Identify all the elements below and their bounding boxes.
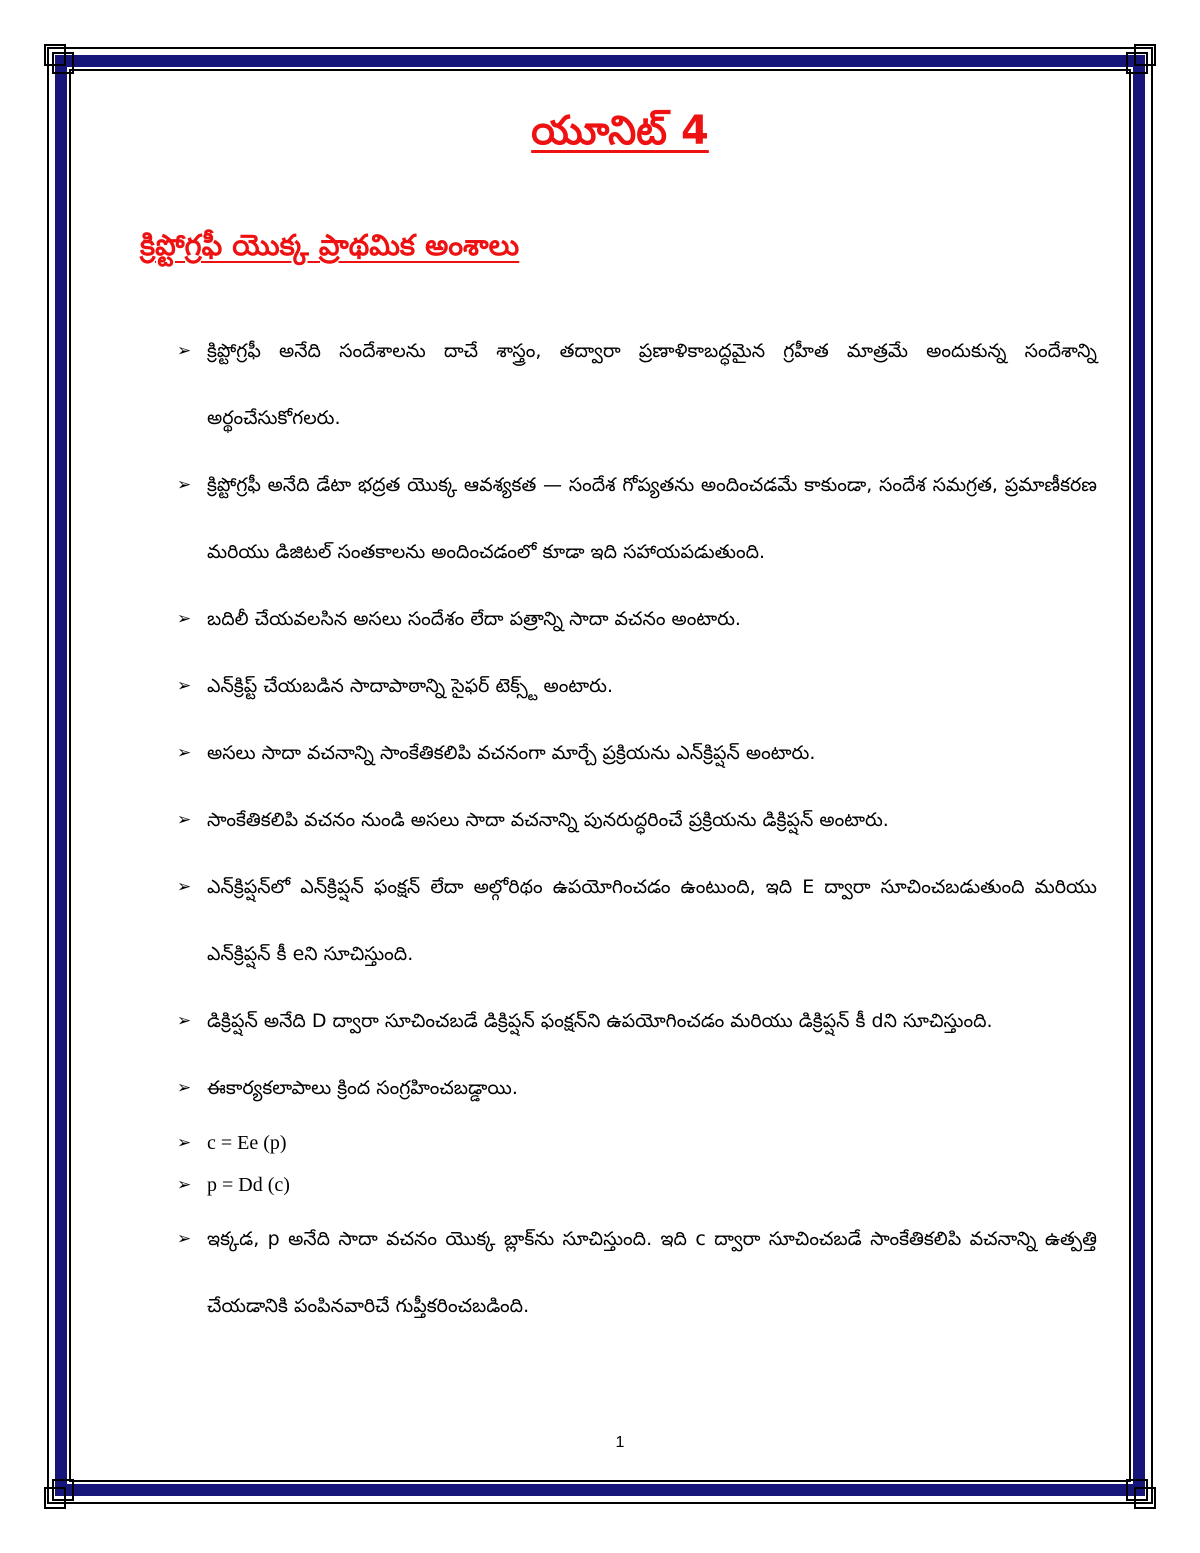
- list-item: [177, 452, 1097, 586]
- list-item-text: క్రిప్టోగ్రఫీ అనేది సందేశాలను దాచే శాస్త్రం, తద్వారా ప్రణాళికాబద్ధమైన గ్రహీత మాత్రమే అందుకున్న సందేశాన్ని అర్థంచేసుకోగలరు.: [207, 340, 1097, 429]
- border-corner-ornament: [44, 44, 74, 74]
- formula-item: [177, 1122, 1097, 1164]
- arrow-bullet-icon: ➢: [177, 1133, 192, 1152]
- arrow-bullet-icon: ➢: [177, 877, 192, 897]
- arrow-bullet-icon: ➢: [177, 609, 192, 629]
- unit-title: యూనిట్ 4: [531, 108, 709, 154]
- arrow-bullet-icon: ➢: [177, 676, 192, 696]
- list-item-text: ఎన్‌క్రిప్షన్‌లో ఎన్‌క్రిప్షన్ ఫంక్షన్ లేదా అల్గోరిథం ఉపయోగించడం ఉంటుంది, ఇది E ద్వారా సూచించబడుతుంది మరియు ఎన్‌క్రిప్షన్ కీ eని సూచిస్తుంది.: [207, 876, 1097, 965]
- border-corner-ornament: [44, 1479, 74, 1509]
- list-item: [177, 988, 1097, 1055]
- arrow-bullet-icon: ➢: [177, 810, 192, 830]
- list-item: [177, 720, 1097, 787]
- list-item: [177, 586, 1097, 653]
- formula-item: [177, 1164, 1097, 1206]
- arrow-bullet-icon: ➢: [177, 1078, 192, 1098]
- list-item: [177, 653, 1097, 720]
- decryption-formula: p = Dd (c): [207, 1174, 290, 1196]
- list-item: [177, 318, 1097, 452]
- arrow-bullet-icon: ➢: [177, 1175, 192, 1194]
- arrow-bullet-icon: ➢: [177, 1011, 192, 1031]
- list-item: [177, 1206, 1097, 1340]
- list-item: [177, 1055, 1097, 1122]
- arrow-bullet-icon: ➢: [177, 341, 192, 361]
- list-item-text: ఎన్‌క్రిప్ట్ చేయబడిన సాదాపాఠాన్ని సైఫర్ టెక్స్ట్ అంటారు.: [207, 675, 614, 697]
- arrow-bullet-icon: ➢: [177, 743, 192, 763]
- border-corner-ornament: [1126, 44, 1156, 74]
- page-number: 1: [615, 1434, 625, 1451]
- list-item-text: సాంకేతికలిపి వచనం నుండి అసలు సాదా వచనాన్ని పునరుద్ధరించే ప్రక్రియను డిక్రిప్షన్ అంటారు.: [207, 809, 889, 831]
- list-item-text: డిక్రిప్షన్ అనేది D ద్వారా సూచించబడే డిక్రిప్షన్ ఫంక్షన్‌ని ఉపయోగించడం మరియు డిక్రిప్షన్ కీ dని సూచిస్తుంది.: [207, 1010, 993, 1032]
- bullet-list: [177, 318, 1097, 1340]
- border-corner-ornament: [1126, 1479, 1156, 1509]
- list-item-text: అసలు సాదా వచనాన్ని సాంకేతికలిపి వచనంగా మార్చే ప్రక్రియను ఎన్‌క్రిప్షన్ అంటారు.: [207, 742, 816, 764]
- list-item-text: ఈకార్యకలాపాలు క్రింద సంగ్రహించబడ్డాయి.: [207, 1077, 518, 1099]
- list-item-text: బదిలీ చేయవలసిన అసలు సందేశం లేదా పత్రాన్ని సాదా వచనం అంటారు.: [207, 608, 741, 630]
- list-item: [177, 787, 1097, 854]
- arrow-bullet-icon: ➢: [177, 1229, 192, 1249]
- encryption-formula: c = Ee (p): [207, 1132, 287, 1154]
- list-item-text: క్రిప్టోగ్రఫీ అనేది డేటా భద్రత యొక్క ఆవశ్యకత — సందేశ గోప్యతను అందించడమే కాకుండా, సందేశ సమగ్రత, ప్రమాణీకరణ మరియు డిజిటల్ సంతకాలను అందించడంలో కూడా ఇది సహాయపడుతుంది.: [207, 474, 1097, 563]
- section-title: క్రిప్టోగ్రఫీ యొక్క ప్రాథమిక అంశాలు: [140, 228, 520, 262]
- list-item-text: ఇక్కడ, p అనేది సాదా వచనం యొక్క బ్లాక్‌ను సూచిస్తుంది. ఇది c ద్వారా సూచించబడే సాంకేతికలిపి వచనాన్ని ఉత్పత్తి చేయడానికి పంపినవారిచే గుప్తీకరించబడింది.: [207, 1228, 1097, 1317]
- list-item: [177, 854, 1097, 988]
- arrow-bullet-icon: ➢: [177, 475, 192, 495]
